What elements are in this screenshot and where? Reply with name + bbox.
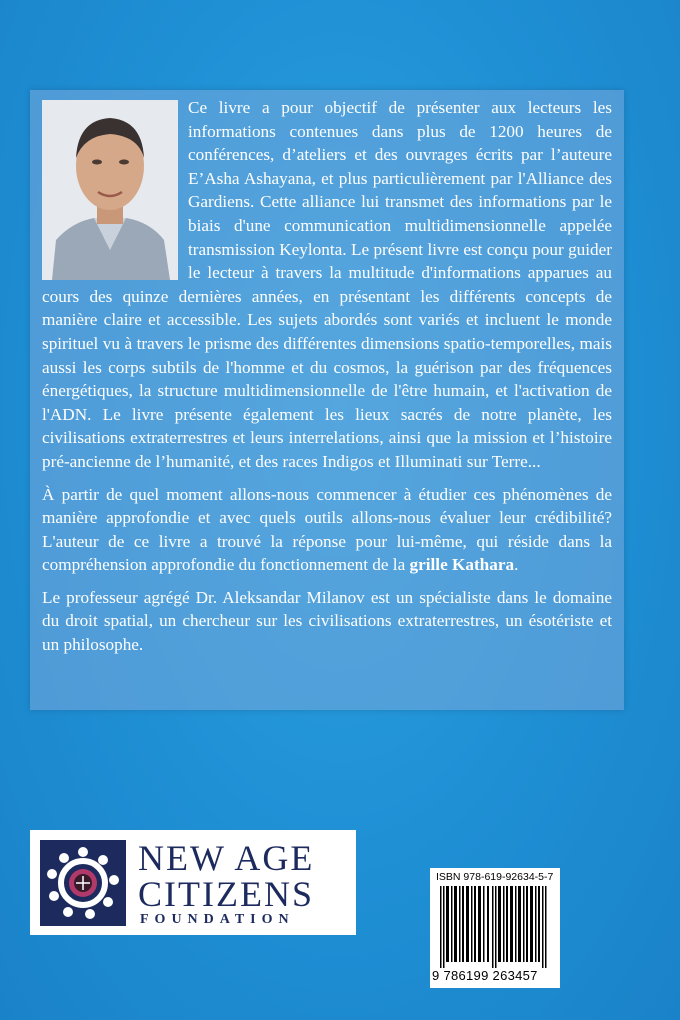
barcode-digits: 9 786199 263457 — [432, 968, 538, 983]
isbn-label: ISBN 978-619-92634-5-7 — [436, 871, 554, 883]
publisher-name-line1: NEW AGE — [138, 838, 315, 878]
paragraph-question-text: À partir de quel moment allons-nous commencer à étudier ces phénomènes de manière approfondie et avec quels outils allons-nous évaluer leur crédibilité? L'auteur de ce livre a trouvé la réponse pour lui-même, qui réside dans la compréhension approfondie du fonctionnement de la — [42, 484, 612, 575]
publisher-name-line2: CITIZENS — [138, 874, 314, 914]
publisher-name-line3: FOUNDATION — [140, 912, 295, 927]
paragraph-book-intro: Ce livre a pour objectif de présenter aux lecteurs les informations contenues dans plus de 1200 heures de conférences, d’ateliers et des ouvrages écrits par l’auteure E’Asha Ashayana, et plus particulièrement par l'Alliance des Gardiens. Cette alliance lui transmet des informations par le biais d'une communication multidimensionnelle appelée transmission Keylonta. Le présent livre est conçu pour guider le lecteur à travers la multitude d'informations apparues au cours des quinze dernières années, en présentant les différents concepts de manière claire et accessible. Les sujets abordés sont variés et incluent le monde spirituel vu à travers le prisme des différentes dimensions spatio-temporelles, mais aussi les corps subtils de l'homme et du cosmos, la guérison par des fréquences énergétiques, la structure multidimensionnelle de l'être humain, et l'activation de l'ADN. Le livre présente également les lieux sacrés de notre planète, les civilisations extraterrestres et leurs interrelations, ainsi que la mission et l’histoire pré-ancienne de l’humanité, et des races Indigos et Illuminati sur Terre... — [42, 98, 612, 471]
paragraph-question-end: . — [514, 555, 519, 575]
publisher-emblem-icon — [40, 840, 126, 926]
grille-kathara-term: grille Kathara — [409, 555, 515, 575]
description-text — [42, 96, 612, 666]
paragraph-question — [42, 483, 612, 577]
barcode-bars — [440, 886, 550, 968]
isbn-barcode — [430, 868, 560, 988]
photo-spacer — [42, 96, 188, 278]
publisher-logo — [30, 830, 356, 935]
paragraph-author-bio: Le professeur agrégé Dr. Aleksandar Milanov est un spécialiste dans le domaine du droit spatial, un chercheur sur les civilisations extraterrestres, un ésotériste et un philosophe. — [42, 587, 612, 655]
